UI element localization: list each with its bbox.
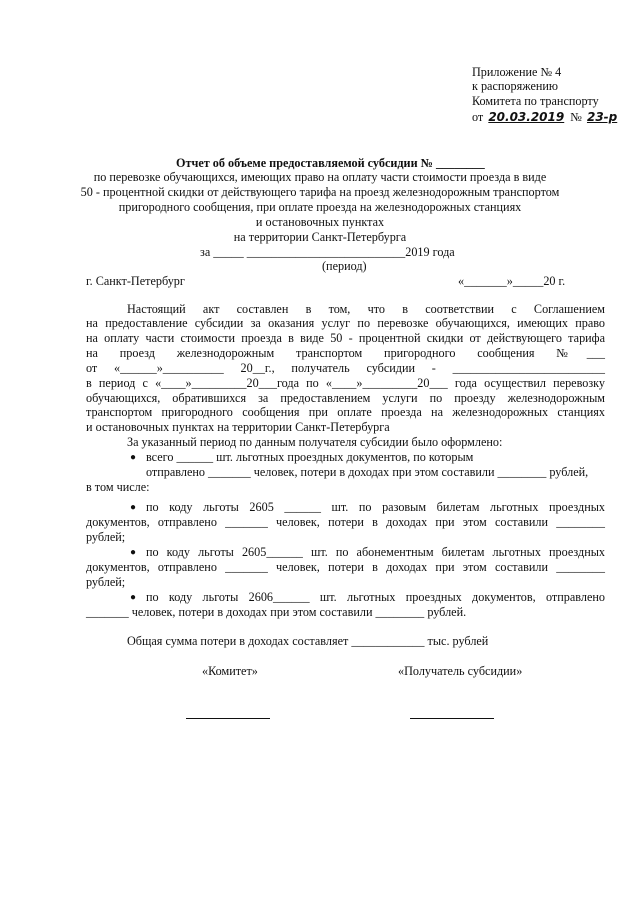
bullet-icon: ● (130, 452, 137, 463)
period-field: за _____ __________________________2019 года (200, 245, 455, 259)
act-date: «_______»_____20 г. (458, 274, 566, 288)
code2605-single-line-1: по коду льготы 2605 ______ шт. по разовым билетам льготных проездных (146, 500, 605, 514)
signature-committee-label: «Комитет» (202, 664, 258, 678)
appendix-number-label: № (570, 110, 582, 124)
heading-line-1: по перевозке обучающихся, имеющих право на оплату части стоимости проезда в виде (93, 170, 547, 184)
code2605-season-line-2: документов, отправлено _______ человек, потери в доходах при этом составили ________ (86, 560, 605, 574)
intro-line: За указанный период по данным получателя субсидии было оформлено: (127, 435, 503, 449)
appendix-date-row (472, 110, 617, 124)
heading-line-4: и остановочных пунктах (255, 215, 385, 229)
para-line-8: транспортом пригородного сообщения при оплате проезда на железнодорожных станциях (86, 405, 605, 419)
code2605-single-line-3: рублей; (86, 530, 126, 544)
report-title: Отчет об объеме предоставляемой субсидии № ________ (176, 156, 485, 170)
heading-line-2: 50 - процентной скидки от действующего тарифа на проезд железнодорожным транспортом (80, 185, 560, 199)
appendix-date-value: 20.03.2019 (488, 110, 565, 124)
appendix-title: Приложение № 4 (472, 65, 562, 79)
appendix-date-label: от (472, 110, 484, 124)
period-caption: (период) (322, 259, 367, 273)
code2605-single-line-2: документов, отправлено _______ человек, потери в доходах при этом составили ________ (86, 515, 605, 529)
code2606-line-2: _______ человек, потери в доходах при этом составили ________ рублей. (86, 605, 467, 619)
signature-committee-line (186, 718, 270, 719)
signature-recipient-line (410, 718, 494, 719)
appendix-committee: Комитета по транспорту (472, 94, 599, 108)
bullet-icon: ● (130, 502, 137, 513)
total-line-3: в том числе: (86, 480, 150, 494)
code2605-season-line-1: по коду льготы 2605______ шт. по абонементным билетам льготных проездных (146, 545, 605, 559)
para-line-4: на проезд железнодорожным транспортом пригородного сообщения №___ (86, 346, 605, 360)
city: г. Санкт-Петербург (86, 274, 185, 288)
bullet-icon: ● (130, 592, 137, 603)
bullet-icon: ● (130, 547, 137, 558)
appendix-number-value: 23-р (586, 110, 618, 124)
para-line-5: от «______»__________ 20__г., получатель субсидии - _________________________ (86, 361, 605, 375)
total-loss: Общая сумма потери в доходах составляет ____________ тыс. рублей (127, 634, 489, 648)
para-line-9: и остановочных пунктах на территории Санкт-Петербурга (86, 420, 390, 434)
total-line-1: всего ______ шт. льготных проездных документов, по которым (146, 450, 474, 464)
appendix-order: к распоряжению (472, 79, 559, 93)
code2606-line-1: по коду льготы 2606______ шт. льготных проездных документов, отправлено (146, 590, 605, 604)
code2605-season-line-3: рублей; (86, 575, 126, 589)
para-line-2: на предоставление субсидии за оказания услуг по перевозке обучающихся, имеющих право (86, 316, 605, 330)
para-line-3: на оплату части стоимости проезда в виде 50 - процентной скидки от действующего тарифа (86, 331, 605, 345)
heading-line-3: пригородного сообщения, при оплате проезда на железнодорожных станциях (118, 200, 522, 214)
heading-line-5: на территории Санкт-Петербурга (233, 230, 407, 244)
para-line-6: в период с «____»_________20___года по «____»_________20___ года осуществил перевозку (86, 376, 605, 390)
total-line-2: отправлено _______ человек, потери в доходах при этом составили ________ рублей, (146, 465, 589, 479)
para-line-7: обучающихся, обратившихся за предоставлением услуги по проезду железнодорожным (86, 391, 605, 405)
para-line-1: Настоящий акт составлен в том, что в соответствии с Соглашением (127, 302, 605, 316)
signature-recipient-label: «Получатель субсидии» (398, 664, 523, 678)
